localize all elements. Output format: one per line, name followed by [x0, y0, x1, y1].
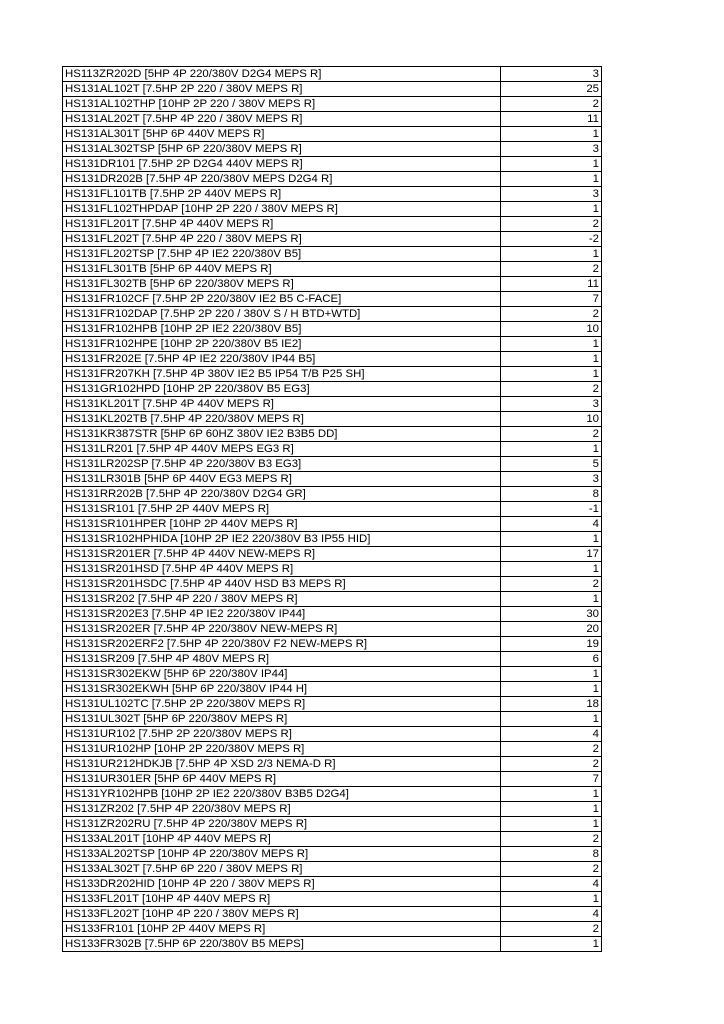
table-row: [63, 457, 602, 472]
table-row: [63, 262, 602, 277]
quantity-cell: 6: [501, 652, 602, 667]
item-description-cell: HS131FL301TB [5HP 6P 440V MEPS R]: [63, 262, 501, 277]
table-row: [63, 67, 602, 82]
quantity-cell: 2: [501, 742, 602, 757]
table-row: [63, 172, 602, 187]
table-row: [63, 427, 602, 442]
quantity-cell: 2: [501, 307, 602, 322]
table-row: [63, 397, 602, 412]
table-row: [63, 622, 602, 637]
table-row: [63, 682, 602, 697]
quantity-cell: 1: [501, 247, 602, 262]
item-description-cell: HS131ZR202 [7.5HP 4P 220/380V MEPS R]: [63, 802, 501, 817]
table-row: [63, 487, 602, 502]
item-description-cell: HS131FL101TB [7.5HP 2P 440V MEPS R]: [63, 187, 501, 202]
item-description-cell: HS133FL201T [10HP 4P 440V MEPS R]: [63, 892, 501, 907]
table-row: [63, 277, 602, 292]
quantity-cell: 2: [501, 382, 602, 397]
table-row: [63, 757, 602, 772]
quantity-cell: 4: [501, 727, 602, 742]
table-row: [63, 787, 602, 802]
table-row: [63, 667, 602, 682]
quantity-cell: 30: [501, 607, 602, 622]
table-row: [63, 292, 602, 307]
quantity-cell: -2: [501, 232, 602, 247]
quantity-cell: 3: [501, 142, 602, 157]
item-description-cell: HS131SR201HSD [7.5HP 4P 440V MEPS R]: [63, 562, 501, 577]
table-row: [63, 892, 602, 907]
table-row: [63, 82, 602, 97]
inventory-table: [62, 66, 602, 952]
item-description-cell: HS131FL201T [7.5HP 4P 440V MEPS R]: [63, 217, 501, 232]
table-row: [63, 562, 602, 577]
item-description-cell: HS131ZR202RU [7.5HP 4P 220/380V MEPS R]: [63, 817, 501, 832]
inventory-table-body: [63, 67, 602, 952]
item-description-cell: HS131SR202ER [7.5HP 4P 220/380V NEW-MEPS R]: [63, 622, 501, 637]
table-row: [63, 937, 602, 952]
quantity-cell: 1: [501, 892, 602, 907]
item-description-cell: HS133AL202TSP [10HP 4P 220/380V MEPS R]: [63, 847, 501, 862]
quantity-cell: 10: [501, 322, 602, 337]
item-description-cell: HS131KL201T [7.5HP 4P 440V MEPS R]: [63, 397, 501, 412]
quantity-cell: 2: [501, 427, 602, 442]
item-description-cell: HS133FL202T [10HP 4P 220 / 380V MEPS R]: [63, 907, 501, 922]
table-row: [63, 862, 602, 877]
item-description-cell: HS131UL302T [5HP 6P 220/380V MEPS R]: [63, 712, 501, 727]
item-description-cell: HS131LR202SP [7.5HP 4P 220/380V B3 EG3]: [63, 457, 501, 472]
item-description-cell: HS131SR101 [7.5HP 2P 440V MEPS R]: [63, 502, 501, 517]
item-description-cell: HS131LR301B [5HP 6P 440V EG3 MEPS R]: [63, 472, 501, 487]
item-description-cell: HS131SR102HPHIDA [10HP 2P IE2 220/380V B3 IP55 HID]: [63, 532, 501, 547]
quantity-cell: 2: [501, 832, 602, 847]
table-row: [63, 382, 602, 397]
table-row: [63, 187, 602, 202]
table-row: [63, 577, 602, 592]
quantity-cell: 3: [501, 472, 602, 487]
quantity-cell: 2: [501, 757, 602, 772]
item-description-cell: HS131GR102HPD [10HP 2P 220/380V B5 EG3]: [63, 382, 501, 397]
table-row: [63, 322, 602, 337]
item-description-cell: HS131AL102T [7.5HP 2P 220 / 380V MEPS R]: [63, 82, 501, 97]
quantity-cell: 1: [501, 442, 602, 457]
quantity-cell: 3: [501, 397, 602, 412]
table-row: [63, 652, 602, 667]
quantity-cell: 3: [501, 187, 602, 202]
table-row: [63, 352, 602, 367]
table-row: [63, 97, 602, 112]
quantity-cell: 1: [501, 337, 602, 352]
quantity-cell: 17: [501, 547, 602, 562]
quantity-cell: 1: [501, 352, 602, 367]
item-description-cell: HS131SR201HSDC [7.5HP 4P 440V HSD B3 MEPS R]: [63, 577, 501, 592]
quantity-cell: 1: [501, 562, 602, 577]
quantity-cell: 1: [501, 802, 602, 817]
item-description-cell: HS131FL202T [7.5HP 4P 220 / 380V MEPS R]: [63, 232, 501, 247]
quantity-cell: 1: [501, 937, 602, 952]
item-description-cell: HS131FR102HPB [10HP 2P IE2 220/380V B5]: [63, 322, 501, 337]
item-description-cell: HS133AL302T [7.5HP 6P 220 / 380V MEPS R]: [63, 862, 501, 877]
table-row: [63, 832, 602, 847]
item-description-cell: HS131SR202E3 [7.5HP 4P IE2 220/380V IP44]: [63, 607, 501, 622]
item-description-cell: HS131KL202TB [7.5HP 4P 220/380V MEPS R]: [63, 412, 501, 427]
table-row: [63, 547, 602, 562]
item-description-cell: HS131DR202B [7.5HP 4P 220/380V MEPS D2G4 R]: [63, 172, 501, 187]
table-row: [63, 202, 602, 217]
table-row: [63, 607, 602, 622]
quantity-cell: 20: [501, 622, 602, 637]
quantity-cell: 1: [501, 667, 602, 682]
item-description-cell: HS131SR202ERF2 [7.5HP 4P 220/380V F2 NEW-MEPS R]: [63, 637, 501, 652]
table-row: [63, 307, 602, 322]
quantity-cell: -1: [501, 502, 602, 517]
quantity-cell: 8: [501, 487, 602, 502]
quantity-cell: 1: [501, 172, 602, 187]
quantity-cell: 7: [501, 292, 602, 307]
table-row: [63, 112, 602, 127]
quantity-cell: 1: [501, 787, 602, 802]
quantity-cell: 4: [501, 877, 602, 892]
item-description-cell: HS131AL202T [7.5HP 4P 220 / 380V MEPS R]: [63, 112, 501, 127]
quantity-cell: 8: [501, 847, 602, 862]
quantity-cell: 5: [501, 457, 602, 472]
table-row: [63, 367, 602, 382]
item-description-cell: HS131FR102CF [7.5HP 2P 220/380V IE2 B5 C-FACE]: [63, 292, 501, 307]
table-row: [63, 727, 602, 742]
quantity-cell: 2: [501, 97, 602, 112]
table-row: [63, 847, 602, 862]
table-row: [63, 697, 602, 712]
item-description-cell: HS131AL302TSP [5HP 6P 220/380V MEPS R]: [63, 142, 501, 157]
item-description-cell: HS131FL102THPDAP [10HP 2P 220 / 380V MEPS R]: [63, 202, 501, 217]
quantity-cell: 2: [501, 577, 602, 592]
table-row: [63, 247, 602, 262]
item-description-cell: HS131UR102 [7.5HP 2P 220/380V MEPS R]: [63, 727, 501, 742]
table-row: [63, 532, 602, 547]
table-row: [63, 772, 602, 787]
item-description-cell: HS131RR202B [7.5HP 4P 220/380V D2G4 GR]: [63, 487, 501, 502]
item-description-cell: HS131SR209 [7.5HP 4P 480V MEPS R]: [63, 652, 501, 667]
quantity-cell: 1: [501, 202, 602, 217]
item-description-cell: HS131UL102TC [7.5HP 2P 220/380V MEPS R]: [63, 697, 501, 712]
item-description-cell: HS131AL301T [5HP 6P 440V MEPS R]: [63, 127, 501, 142]
item-description-cell: HS133FR101 [10HP 2P 440V MEPS R]: [63, 922, 501, 937]
quantity-cell: 3: [501, 67, 602, 82]
item-description-cell: HS131YR102HPB [10HP 2P IE2 220/380V B3B5 D2G4]: [63, 787, 501, 802]
item-description-cell: HS131SR302EKWH [5HP 6P 220/380V IP44 H]: [63, 682, 501, 697]
table-row: [63, 907, 602, 922]
table-row: [63, 157, 602, 172]
table-row: [63, 337, 602, 352]
quantity-cell: 2: [501, 922, 602, 937]
quantity-cell: 1: [501, 592, 602, 607]
item-description-cell: HS131FL202TSP [7.5HP 4P IE2 220/380V B5]: [63, 247, 501, 262]
item-description-cell: HS131UR212HDKJB [7.5HP 4P XSD 2/3 NEMA-D R]: [63, 757, 501, 772]
table-row: [63, 742, 602, 757]
item-description-cell: HS133AL201T [10HP 4P 440V MEPS R]: [63, 832, 501, 847]
table-row: [63, 922, 602, 937]
table-row: [63, 877, 602, 892]
table-row: [63, 232, 602, 247]
quantity-cell: 11: [501, 112, 602, 127]
table-row: [63, 412, 602, 427]
table-row: [63, 472, 602, 487]
quantity-cell: 11: [501, 277, 602, 292]
table-row: [63, 637, 602, 652]
quantity-cell: 2: [501, 217, 602, 232]
quantity-cell: 2: [501, 862, 602, 877]
item-description-cell: HS131FR102DAP [7.5HP 2P 220 / 380V S / H BTD+WTD]: [63, 307, 501, 322]
item-description-cell: HS131SR101HPER [10HP 2P 440V MEPS R]: [63, 517, 501, 532]
quantity-cell: 10: [501, 412, 602, 427]
item-description-cell: HS131FR207KH [7.5HP 4P 380V IE2 B5 IP54 T/B P25 SH]: [63, 367, 501, 382]
quantity-cell: 1: [501, 682, 602, 697]
item-description-cell: HS131UR102HP [10HP 2P 220/380V MEPS R]: [63, 742, 501, 757]
quantity-cell: 4: [501, 517, 602, 532]
table-row: [63, 802, 602, 817]
item-description-cell: HS131UR301ER [5HP 6P 440V MEPS R]: [63, 772, 501, 787]
quantity-cell: 1: [501, 127, 602, 142]
quantity-cell: 1: [501, 532, 602, 547]
item-description-cell: HS131FL302TB [5HP 6P 220/380V MEPS R]: [63, 277, 501, 292]
table-row: [63, 517, 602, 532]
table-row: [63, 592, 602, 607]
item-description-cell: HS133DR202HID [10HP 4P 220 / 380V MEPS R]: [63, 877, 501, 892]
item-description-cell: HS133FR302B [7.5HP 6P 220/380V B5 MEPS]: [63, 937, 501, 952]
table-row: [63, 217, 602, 232]
quantity-cell: 19: [501, 637, 602, 652]
table-row: [63, 127, 602, 142]
item-description-cell: HS131DR101 [7.5HP 2P D2G4 440V MEPS R]: [63, 157, 501, 172]
table-row: [63, 712, 602, 727]
item-description-cell: HS131SR202 [7.5HP 4P 220 / 380V MEPS R]: [63, 592, 501, 607]
quantity-cell: 7: [501, 772, 602, 787]
item-description-cell: HS131SR302EKW [5HP 6P 220/380V IP44]: [63, 667, 501, 682]
quantity-cell: 4: [501, 907, 602, 922]
item-description-cell: HS131FR202E [7.5HP 4P IE2 220/380V IP44 B5]: [63, 352, 501, 367]
item-description-cell: HS131FR102HPE [10HP 2P 220/380V B5 IE2]: [63, 337, 501, 352]
table-row: [63, 502, 602, 517]
quantity-cell: 1: [501, 157, 602, 172]
item-description-cell: HS131LR201 [7.5HP 4P 440V MEPS EG3 R]: [63, 442, 501, 457]
quantity-cell: 1: [501, 367, 602, 382]
quantity-cell: 18: [501, 697, 602, 712]
item-description-cell: HS131AL102THP [10HP 2P 220 / 380V MEPS R]: [63, 97, 501, 112]
item-description-cell: HS131KR387STR [5HP 6P 60HZ 380V IE2 B3B5 DD]: [63, 427, 501, 442]
table-row: [63, 142, 602, 157]
item-description-cell: HS113ZR202D [5HP 4P 220/380V D2G4 MEPS R]: [63, 67, 501, 82]
quantity-cell: 25: [501, 82, 602, 97]
quantity-cell: 2: [501, 262, 602, 277]
quantity-cell: 1: [501, 817, 602, 832]
table-row: [63, 442, 602, 457]
item-description-cell: HS131SR201ER [7.5HP 4P 440V NEW-MEPS R]: [63, 547, 501, 562]
quantity-cell: 1: [501, 712, 602, 727]
table-row: [63, 817, 602, 832]
